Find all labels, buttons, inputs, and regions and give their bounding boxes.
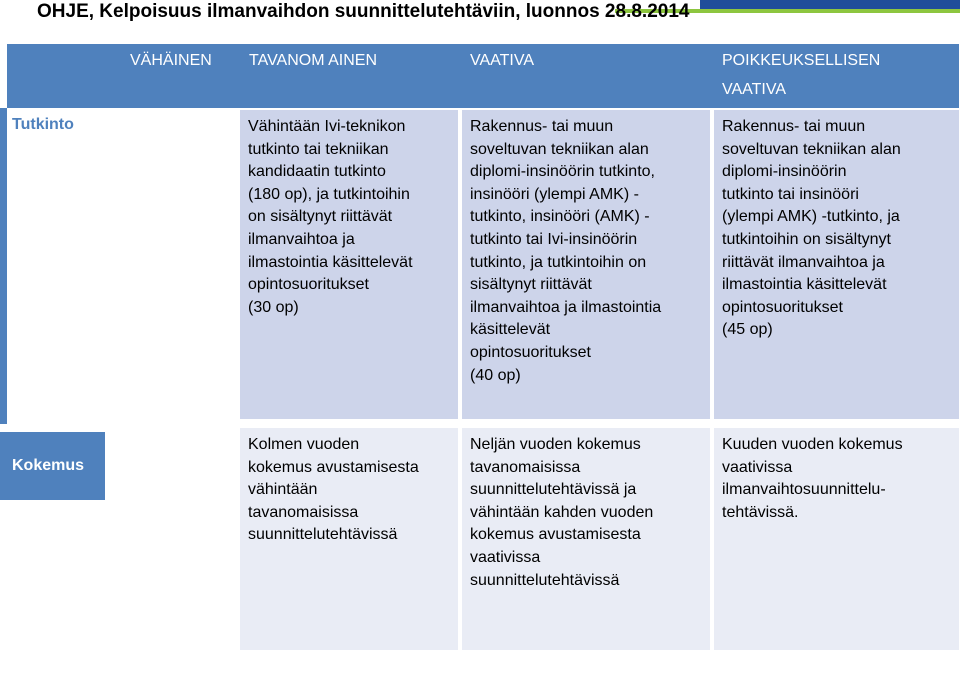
cell-tutkinto-vaativa: Rakennus- tai muun soveltuvan tekniikan alan diplomi-insinöörin tutkinto, insinööri (ylempi AMK) - tutkinto, insinööri (AMK) - tutkinto tai Ivi-insinöörin tutkinto, ja tutkintoihin on sisältynyt riittävät ilmanvaihtoa ja ilmastointia käsittelevät opintosuoritukset (40 op) (462, 110, 710, 419)
cell-tutkinto-poikkeuksellisen-vaativa: Rakennus- tai muun soveltuvan tekniikan alan diplomi-insinöörin tutkinto tai insinööri (ylempi AMK) -tutkinto, ja tutkintoihin on sisältynyt riittävät ilmanvaihtoa ja ilmastointia käsittelevät opintosuoritukset (45 op) (714, 110, 959, 419)
row-label-strip (0, 108, 7, 424)
column-header-vahainen: VÄHÄINEN (130, 52, 212, 69)
cell-kokemus-poikkeuksellisen-vaativa: Kuuden vuoden kokemus vaativissa ilmanvaihtosuunnittelu- tehtävissä. (714, 428, 959, 650)
decorative-bar-blue (700, 0, 960, 9)
page-title: OHJE, Kelpoisuus ilmanvaihdon suunnittelutehtäviin, luonnos 28.8.2014 (37, 1, 690, 22)
cell-kokemus-vaativa: Neljän vuoden kokemus tavanomaisissa suunnittelutehtävissä ja vähintään kahden vuoden kokemus avustamisesta vaativissa suunnittelutehtävissä (462, 428, 710, 650)
row-label-tutkinto: Tutkinto (12, 116, 74, 133)
column-header-poikkeuksellisen: POIKKEUKSELLISEN (722, 52, 881, 69)
column-header-tavanomainen: TAVANOM AINEN (249, 52, 378, 69)
column-header-poikkeuksellisen-vaativa: VAATIVA (722, 81, 787, 98)
column-header-vaativa: VAATIVA (470, 52, 535, 69)
cell-tutkinto-tavanomainen: Vähintään Ivi-teknikon tutkinto tai tekniikan kandidaatin tutkinto (180 op), ja tutkintoihin on sisältynyt riittävät ilmanvaihtoa ja ilmastointia käsittelevät opintosuoritukset (30 op) (240, 110, 458, 419)
cell-kokemus-tavanomainen: Kolmen vuoden kokemus avustamisesta vähintään tavanomaisissa suunnittelutehtävissä (240, 428, 458, 650)
row-label-kokemus: Kokemus (12, 457, 85, 474)
